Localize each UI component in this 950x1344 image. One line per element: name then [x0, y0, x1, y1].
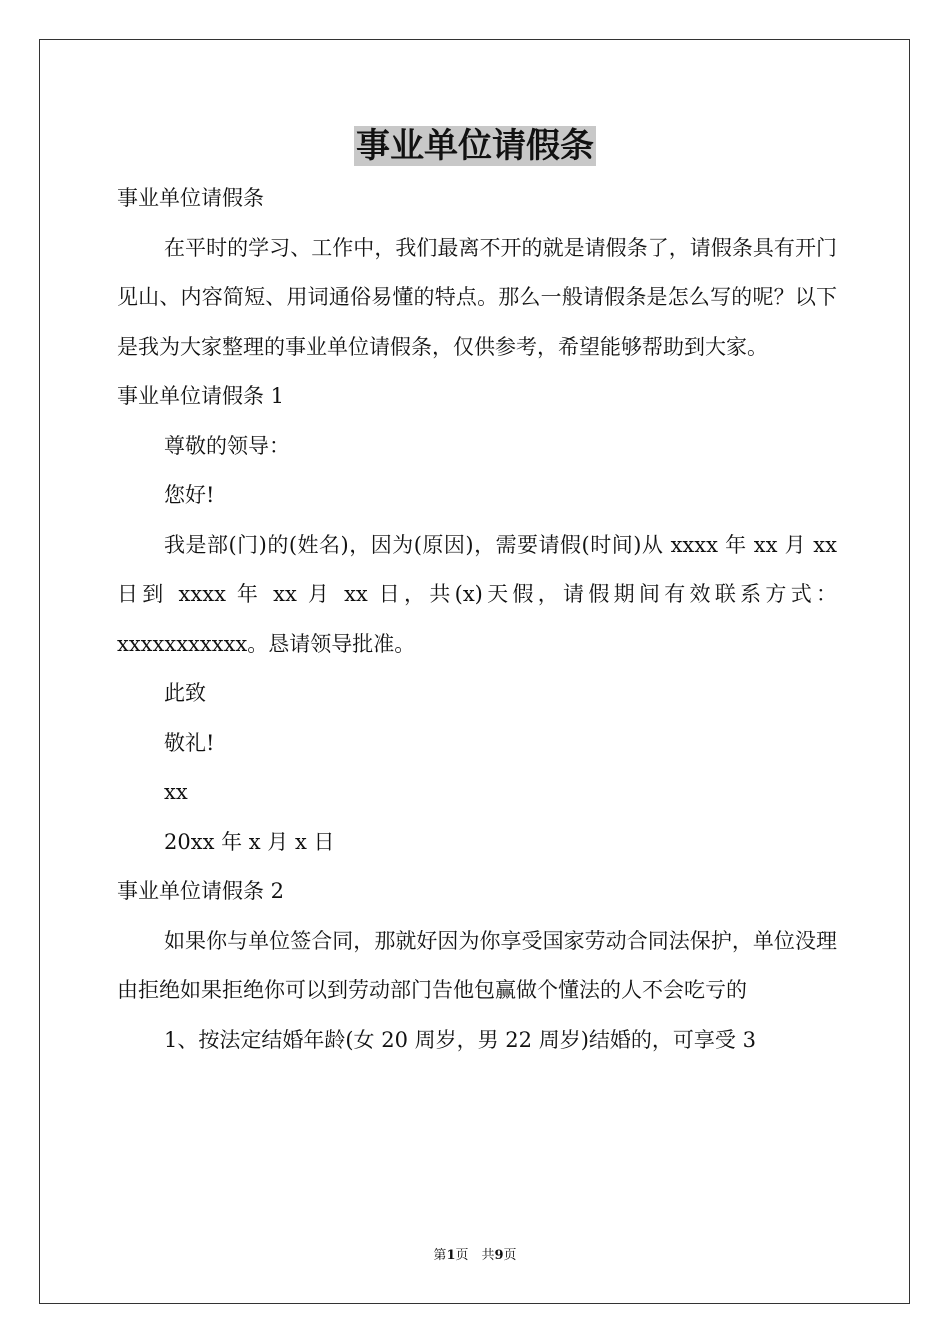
title-container [0, 126, 950, 166]
paragraph: 在平时的学习、工作中，我们最离不开的就是请假条了，请假条具有开门见山、内容简短、用词通俗易懂的特点。那么一般请假条是怎么写的呢？以下是我为大家整理的事业单位请假条，仅供参考，希望能够帮助到大家。 [117, 235, 837, 359]
page-number-mid: 页 共 [455, 1248, 495, 1263]
paragraph: 事业单位请假条 [117, 186, 264, 210]
page-number-prefix: 第 [433, 1248, 447, 1263]
paragraph: 此致 [164, 681, 206, 705]
paragraph: 敬礼! [164, 730, 215, 755]
page-footer [0, 1248, 950, 1264]
document-title: 事业单位请假条 [356, 126, 594, 166]
page-number-suffix: 页 [503, 1248, 517, 1263]
paragraph: 尊敬的领导： [164, 433, 290, 458]
document-body [117, 174, 837, 1065]
page-number-current: 1 [446, 1248, 456, 1263]
paragraph: 事业单位请假条 1 [117, 384, 285, 408]
paragraph: 您好! [164, 483, 215, 507]
paragraph: 1、按法定结婚年龄(女 20 周岁，男 22 周岁)结婚的，可享受 3 [164, 1027, 756, 1052]
paragraph: 事业单位请假条 2 [117, 879, 285, 903]
paragraph: 如果你与单位签合同，那就好因为你享受国家劳动合同法保护，单位没理由拒绝如果拒绝你可以到劳动部门告他包赢做个懂法的人不会吃亏的 [117, 928, 837, 1002]
page-number-total: 9 [494, 1248, 504, 1263]
paragraph: xx [164, 780, 188, 804]
paragraph: 我是部(门)的(姓名)，因为(原因)，需要请假(时间)从 xxxx 年 xx 月 xx 日到 xxxx 年 xx 月 xx 日，共(x)天假，请假期间有效联系方式：xxxxxxxxxxx。恳请领导批准。 [117, 532, 837, 656]
paragraph: 20xx 年 x 月 x 日 [164, 829, 335, 854]
